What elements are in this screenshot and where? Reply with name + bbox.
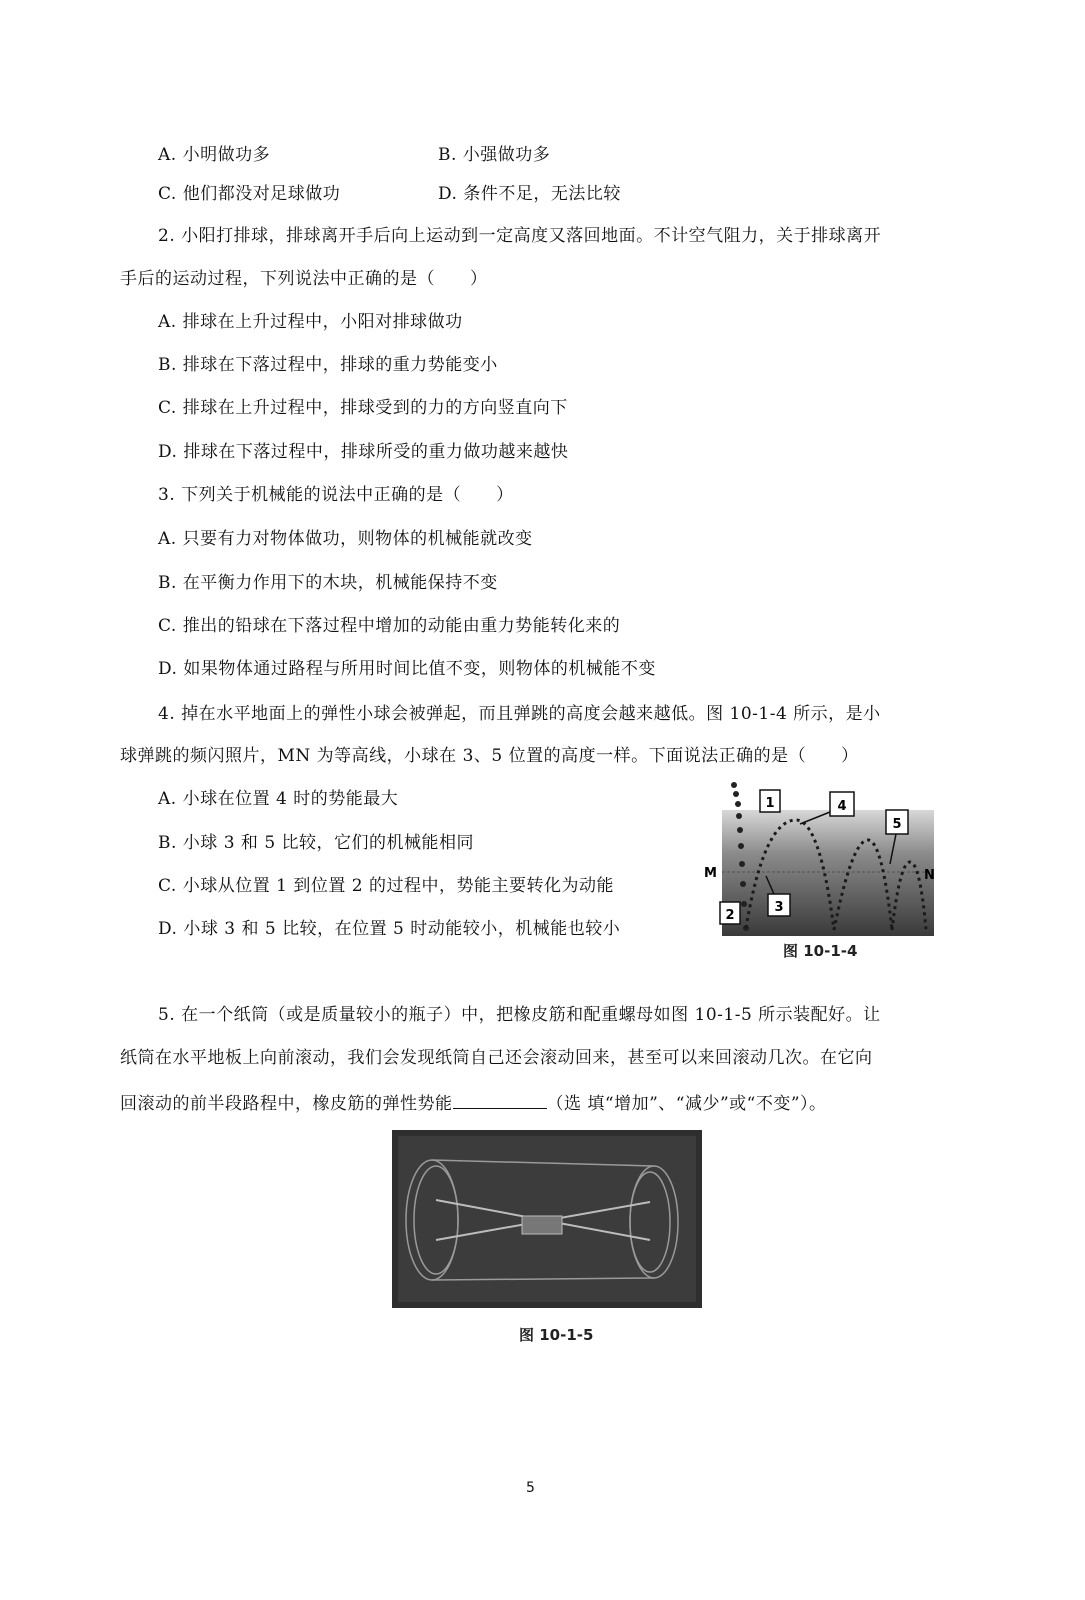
q4-option-d: D. 小球 3 和 5 比较，在位置 5 时动能较小，机械能也较小 <box>158 919 621 939</box>
svg-text:2: 2 <box>725 908 735 923</box>
q3-option-b: B. 在平衡力作用下的木块，机械能保持不变 <box>158 573 498 593</box>
q1-option-c: C. 他们都没对足球做功 <box>158 184 341 204</box>
paper-tube-photo <box>392 1130 702 1308</box>
label-n: N <box>924 868 935 883</box>
q5-line1: 5. 在一个纸筒（或是质量较小的瓶子）中，把橡皮筋和配重螺母如图 10-1-5 所示装配好。让 <box>158 1005 881 1025</box>
page-number: 5 <box>526 1480 535 1496</box>
q5-line3 <box>120 1090 827 1116</box>
q2-stem-line2: 手后的运动过程，下列说法中正确的是（ ） <box>120 269 488 289</box>
svg-text:4: 4 <box>837 799 847 814</box>
q2-option-b: B. 排球在下落过程中，排球的重力势能变小 <box>158 355 498 375</box>
callout-1 <box>760 790 780 812</box>
q3-option-a: A. 只要有力对物体做功，则物体的机械能就改变 <box>158 529 533 549</box>
q3-option-c: C. 推出的铅球在下落过程中增加的动能由重力势能转化来的 <box>158 616 621 636</box>
q4-option-a: A. 小球在位置 4 时的势能最大 <box>158 789 399 809</box>
q3-option-d: D. 如果物体通过路程与所用时间比值不变，则物体的机械能不变 <box>158 659 656 679</box>
q5-line3-after: （选 填“增加”、“减少”或“不变”）。 <box>546 1094 827 1114</box>
svg-text:3: 3 <box>774 900 784 915</box>
label-m: M <box>704 866 717 881</box>
q4-option-b: B. 小球 3 和 5 比较，它们的机械能相同 <box>158 833 475 853</box>
figure-caption-10-1-5: 图 10-1-5 <box>519 1326 594 1344</box>
q2-option-c: C. 排球在上升过程中，排球受到的力的方向竖直向下 <box>158 398 568 418</box>
answer-blank[interactable] <box>453 1090 547 1109</box>
q1-option-d: D. 条件不足，无法比较 <box>438 184 621 204</box>
q4-option-c: C. 小球从位置 1 到位置 2 的过程中，势能主要转化为动能 <box>158 876 614 896</box>
q5-line2: 纸筒在水平地板上向前滚动，我们会发现纸筒自己还会滚动回来，甚至可以来回滚动几次。在它向 <box>120 1048 873 1068</box>
q4-stem-line2: 球弹跳的频闪照片，MN 为等高线，小球在 3、5 位置的高度一样。下面说法正确的是（ ） <box>120 746 859 766</box>
q3-stem: 3. 下列关于机械能的说法中正确的是（ ） <box>158 485 514 505</box>
bouncing-ball-photo <box>700 780 940 940</box>
q2-stem-line1: 2. 小阳打排球，排球离开手后向上运动到一定高度又落回地面。不计空气阻力，关于排球离开 <box>158 226 882 246</box>
svg-text:1: 1 <box>765 796 775 811</box>
q2-option-d: D. 排球在下落过程中，排球所受的重力做功越来越快 <box>158 442 569 462</box>
counterweight-nut <box>522 1216 562 1234</box>
q2-option-a: A. 排球在上升过程中，小阳对排球做功 <box>158 312 463 332</box>
q1-option-b: B. 小强做功多 <box>438 145 551 165</box>
q5-line3-before: 回滚动的前半段路程中，橡皮筋的弹性势能 <box>120 1094 453 1114</box>
callout-2 <box>720 902 740 924</box>
q1-option-a: A. 小明做功多 <box>158 145 271 165</box>
svg-text:5: 5 <box>892 817 902 832</box>
figure-caption-10-1-4: 图 10-1-4 <box>783 942 858 960</box>
q4-stem-line1: 4. 掉在水平地面上的弹性小球会被弹起，而且弹跳的高度会越来越低。图 10-1-4 所示，是小 <box>158 704 881 724</box>
